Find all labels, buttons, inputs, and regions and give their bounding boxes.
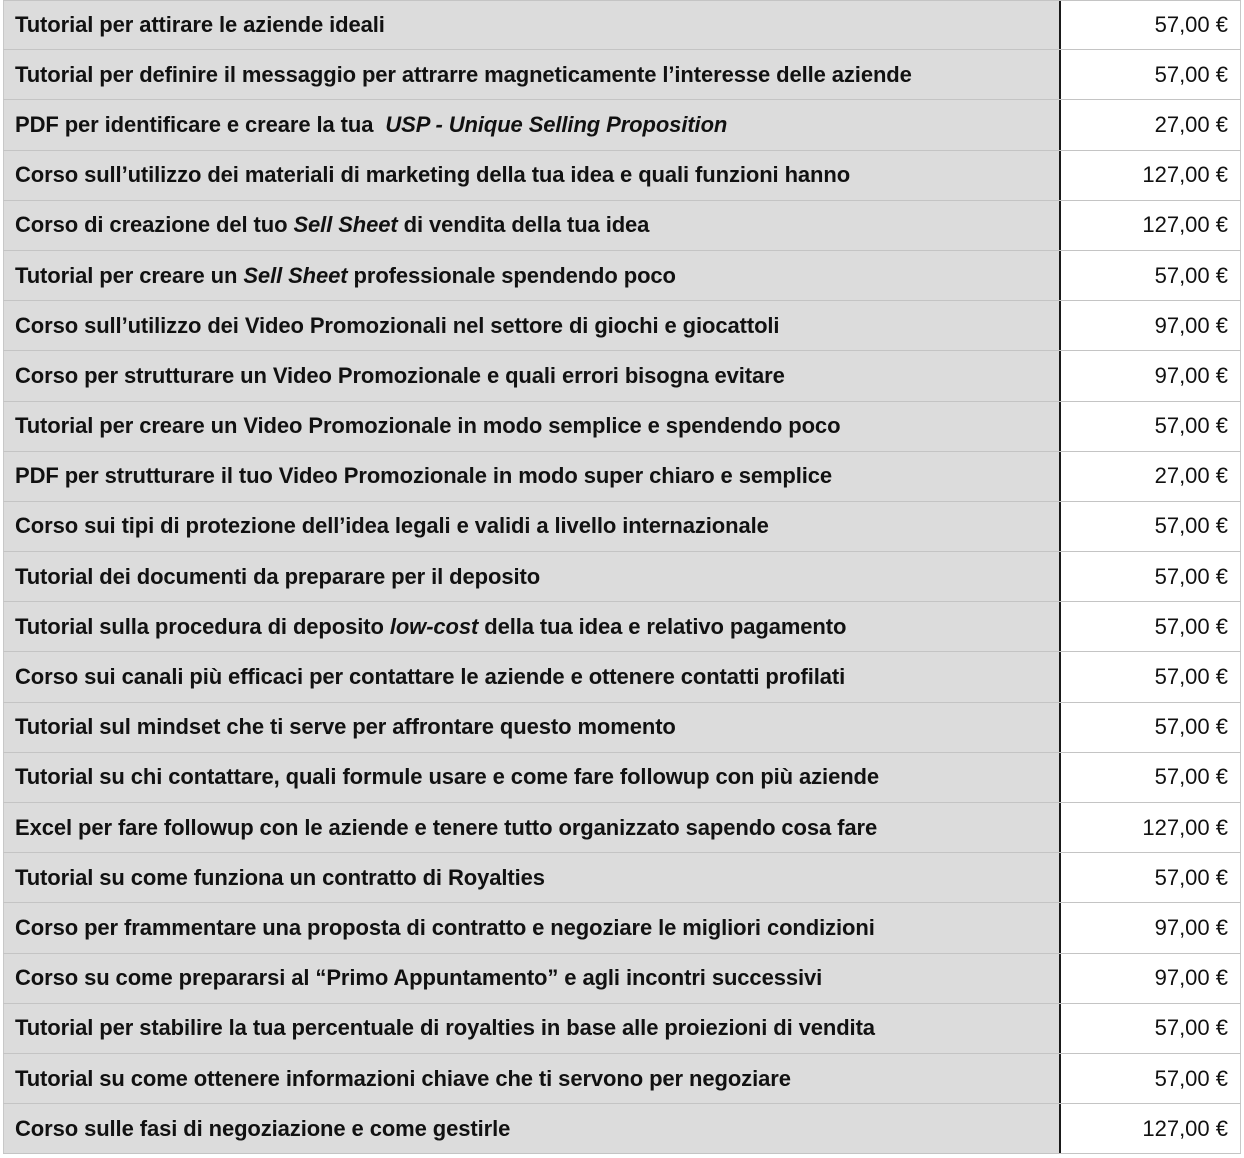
item-description[interactable]	[3, 1104, 1061, 1153]
item-description[interactable]	[3, 351, 1061, 400]
description-text: Tutorial sulla procedura di deposito	[15, 613, 390, 639]
emphasis-text: Sell Sheet	[243, 262, 348, 288]
item-description[interactable]	[3, 1004, 1061, 1053]
item-price[interactable]: 57,00 €	[1061, 602, 1241, 651]
item-price[interactable]: 57,00 €	[1061, 703, 1241, 752]
item-description[interactable]	[3, 151, 1061, 200]
emphasis-text: USP - Unique Selling Proposition	[385, 111, 728, 137]
item-description[interactable]	[3, 602, 1061, 651]
description-text: Corso sui canali più efficaci per contattare le aziende e ottenere contatti profilati	[15, 664, 846, 690]
table-row	[3, 703, 1241, 753]
item-price[interactable]: 57,00 €	[1061, 1, 1241, 49]
item-price[interactable]: 127,00 €	[1061, 151, 1241, 200]
description-text: Tutorial per stabilire la tua percentuale di royalties in base alle proiezioni di vendita	[15, 1015, 875, 1041]
item-description[interactable]	[3, 552, 1061, 601]
item-description[interactable]	[3, 853, 1061, 902]
item-price[interactable]: 97,00 €	[1061, 954, 1241, 1003]
table-row	[3, 552, 1241, 602]
description-text: PDF per strutturare il tuo Video Promozionale in modo super chiaro e semplice	[15, 463, 833, 489]
item-price[interactable]: 57,00 €	[1061, 251, 1241, 300]
description-text: Tutorial per attirare le aziende ideali	[15, 12, 385, 38]
table-row	[3, 402, 1241, 452]
description-text: Corso su come prepararsi al “Primo Appuntamento” e agli incontri successivi	[15, 965, 823, 991]
description-text: Corso di creazione del tuo	[15, 212, 294, 238]
table-row	[3, 652, 1241, 702]
description-text: Tutorial su come ottenere informazioni chiave che ti servono per negoziare	[15, 1065, 791, 1091]
item-description[interactable]	[3, 1054, 1061, 1103]
description-text: Corso per frammentare una proposta di contratto e negoziare le migliori condizioni	[15, 914, 875, 940]
item-description[interactable]	[3, 753, 1061, 802]
description-text: Corso sull’utilizzo dei Video Promozionali nel settore di giochi e giocattoli	[15, 312, 780, 338]
description-text: Tutorial per creare un	[15, 262, 244, 288]
description-text: Tutorial sul mindset che ti serve per affrontare questo momento	[15, 714, 676, 740]
description-text: Tutorial su chi contattare, quali formule usare e come fare followup con più aziende	[15, 764, 880, 790]
item-price[interactable]: 57,00 €	[1061, 652, 1241, 701]
item-description[interactable]	[3, 703, 1061, 752]
item-price[interactable]: 97,00 €	[1061, 301, 1241, 350]
table-row	[3, 50, 1241, 100]
description-text: Excel per fare followup con le aziende e tenere tutto organizzato sapendo cosa fare	[15, 814, 878, 840]
description-text: Corso per strutturare un Video Promozionale e quali errori bisogna evitare	[15, 362, 785, 388]
table-row	[3, 100, 1241, 150]
table-row	[3, 301, 1241, 351]
table-row	[3, 602, 1241, 652]
table-row	[3, 1004, 1241, 1054]
table-row	[3, 452, 1241, 502]
item-price[interactable]: 57,00 €	[1061, 1004, 1241, 1053]
item-description[interactable]	[3, 1, 1061, 49]
item-description[interactable]	[3, 803, 1061, 852]
table-row	[3, 351, 1241, 401]
table-row	[3, 903, 1241, 953]
description-text: Tutorial su come funziona un contratto di Royalties	[15, 864, 545, 890]
description-text: di vendita della tua idea	[397, 212, 650, 238]
table-row	[3, 753, 1241, 803]
price-table	[3, 0, 1241, 1154]
table-row	[3, 201, 1241, 251]
description-text: Tutorial per definire il messaggio per attrarre magneticamente l’interesse delle aziende	[15, 61, 912, 87]
item-description[interactable]	[3, 301, 1061, 350]
item-price[interactable]: 57,00 €	[1061, 1054, 1241, 1103]
description-text: della tua idea e relativo pagamento	[478, 613, 847, 639]
item-price[interactable]: 97,00 €	[1061, 351, 1241, 400]
table-row	[3, 803, 1241, 853]
item-description[interactable]	[3, 652, 1061, 701]
item-price[interactable]: 57,00 €	[1061, 552, 1241, 601]
item-price[interactable]: 127,00 €	[1061, 1104, 1241, 1153]
description-text: Corso sulle fasi di negoziazione e come gestirle	[15, 1115, 511, 1141]
item-price[interactable]: 27,00 €	[1061, 452, 1241, 501]
item-price[interactable]: 27,00 €	[1061, 100, 1241, 149]
emphasis-text: low-cost	[389, 613, 479, 639]
item-price[interactable]: 97,00 €	[1061, 903, 1241, 952]
table-row	[3, 151, 1241, 201]
table-row	[3, 0, 1241, 50]
table-row	[3, 502, 1241, 552]
table-row	[3, 853, 1241, 903]
table-row	[3, 1104, 1241, 1154]
description-text: Corso sui tipi di protezione dell’idea legali e validi a livello internazionale	[15, 513, 769, 539]
table-row	[3, 954, 1241, 1004]
item-price[interactable]: 127,00 €	[1061, 803, 1241, 852]
item-description[interactable]	[3, 201, 1061, 250]
item-description[interactable]	[3, 251, 1061, 300]
item-description[interactable]	[3, 50, 1061, 99]
description-text: professionale spendendo poco	[347, 262, 676, 288]
description-text: Tutorial dei documenti da preparare per il deposito	[15, 563, 541, 589]
item-description[interactable]	[3, 954, 1061, 1003]
item-description[interactable]	[3, 100, 1061, 149]
table-row	[3, 251, 1241, 301]
table-row	[3, 1054, 1241, 1104]
item-description[interactable]	[3, 402, 1061, 451]
description-text: Corso sull’utilizzo dei materiali di marketing della tua idea e quali funzioni hanno	[15, 162, 851, 188]
item-price[interactable]: 57,00 €	[1061, 50, 1241, 99]
item-price[interactable]: 127,00 €	[1061, 201, 1241, 250]
item-price[interactable]: 57,00 €	[1061, 402, 1241, 451]
emphasis-text: Sell Sheet	[293, 212, 398, 238]
item-price[interactable]: 57,00 €	[1061, 753, 1241, 802]
item-description[interactable]	[3, 903, 1061, 952]
item-price[interactable]: 57,00 €	[1061, 853, 1241, 902]
item-description[interactable]	[3, 452, 1061, 501]
description-text: PDF per identificare e creare la tua	[15, 111, 386, 137]
item-description[interactable]	[3, 502, 1061, 551]
item-price[interactable]: 57,00 €	[1061, 502, 1241, 551]
description-text: Tutorial per creare un Video Promozionale in modo semplice e spendendo poco	[15, 413, 841, 439]
